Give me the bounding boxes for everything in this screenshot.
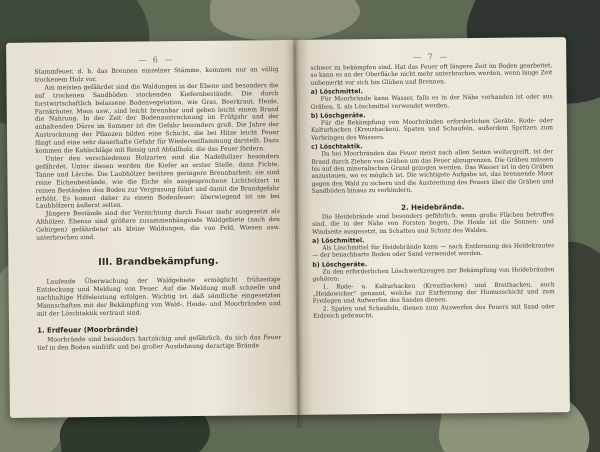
chapter-title: III. Brandbekämpfung. [98, 255, 219, 268]
section-title: 1. Erdfeuer (Moorbrände) [37, 326, 139, 336]
subsection-label: b) Löschgeräte. [312, 260, 368, 269]
paragraph: Für die Bekämpfung von Moorbränden erforderlichen Geräte, Rode- oder Kulturhacken (Kreuzhacken), Spaten und Schaufeln, außerdem Spritzen zum Verbringen des Wassers. [310, 118, 554, 142]
left-page [6, 40, 300, 418]
paragraph: Als Löschmittel für Heidebrände kann — nach Entfernung des Heidekrautes — der benachbarte Boden oder Sand verwendet werden. [312, 243, 555, 260]
paragraph: Moorbrände sind besonders hartnäckig und gefährlich, da sich das Feuer tief in den Boden einfrißt und bei großer Ausdehnung derartige Brände [37, 334, 282, 353]
subsection-label: c) Löschtaktik. [311, 143, 363, 152]
paragraph: Da bei Moorbränden das Feuer meist nach allen Seiten weitergreift, ist der Brand durch Ziehen von Gräben um das Feuer abzugrenzen. Die Gräben müssen bis auf den mineralischen Grund gezogen werden. Das Wasser ist in den Gräben anzustauen, wo es möglich ist. Die wichtigste Aufgabe ist, das brennende Moor gegen den Wald zu sichern und die Ausbreitung des Feuers über die Gräben und Sandböden hinaus zu verhindern. [311, 149, 554, 196]
paragraph: Die Heidebrände sind besonders gefährlich, wenn große Flächen betroffen sind, die in der Nähe von Forsten liegen. Die Heide ist die Sonnen- und Windseite ausgesetzt, im Schatten und Schutz des Waldes. [311, 211, 554, 236]
page-number: — 6 — [138, 55, 175, 65]
paragraph: Für Moorbrände kann Wasser, falls es in der Nähe vorhanden ist oder aus Gräben, S. als Löschmittel verwendet werden. [310, 94, 553, 111]
subsection-label: b) Löschgeräte. [310, 112, 366, 120]
right-page [296, 37, 570, 415]
list-item: 1. Rode- u. Kulturhacken (Kreuzhacken) und Breithacken, auch „Heidewicker“ genannt, welche zur Entfernung der Humusschicht und zum Freilegen und Aufwerfen des Sandes dienen. [312, 281, 555, 306]
paragraph: Laufende Überwachung der Waldgebiete ermöglicht frühzeitige Entdeckung und Meldung von Feuer. Auf die Meldung muß schnelle und nachhaltige Hilfeleistung erfolgen. Wichtig ist, daß sämtliche eingesetzten Mannschaften mit der Bekämpfung von Wald-, Heide- und Moorbränden und mit der Löschtaktik vertraut sind. [36, 276, 281, 318]
open-booklet [6, 37, 570, 418]
paragraph: Unter den verschiedenen Holzarten sind die Nadelhölzer besonders gefährdet. Unter diesen werden die Kiefer an erster Stelle, dann Fichte, Tanne und Lärche. Die Laubhölzer besitzen geringere Brennbarkeit; sie sind reine Eichenbestände, wie die Eiche als ausgesprochene Lichtholzart in reinen Beständen den Boden zur Vergrasung führt und damit die Brandgefahr erhöht. Es kommt daher zu einem Bodenfeuer; überwiegend ist sie bei Laubhölzern äußerst selten. [35, 153, 280, 211]
paragraph: Am meisten gefährdet sind die Waldungen in der Ebene und besonders die auf trockenen Sandböden stockenden Kiefernbestände. Die durch forstwirtschaftlich belassene Bodenvegetation, wie Gras, Beerkraut, Heide, Farnkräuter, Moos usw., sind leicht brennbar und geben leicht einem Brand die Nahrung. In der Zeit der Bodenaustrocknung im Frühjahr und der anhaltenden Dürre im Sommer ist die Gefahr besonders groß. Die Jahre der Austrocknung der Pflanzen bilden eine Schicht, die bei Hitze leicht Feuer fängt und eine sehr dauerhafte Gefahr für Wiederentflammung darstellt. Dazu kommen die Kahlschläge mit Reisig und Abfallholz, die das Feuer fördern. [34, 81, 280, 155]
page-number: — 7 — [413, 52, 450, 62]
paragraph: schwer zu bekämpfen sind. Hat das Feuer oft längere Zeit im Boden gearbeitet, so kann es an der Oberfläche nicht mehr unterbrochen werden, wenn lange Zeit unbemerkt vor sich hin Glühen und Brennen. [310, 63, 553, 87]
paragraph: Jüngere Bestände sind der Vernichtung durch Feuer mehr ausgesetzt als Althölzer. Ebenso sind größere zusammenhängende Waldgebiete (nach den Gebirgen) gefährdeter als kleine Waldungen, die von Feld, Wiesen usw. unterbrochen sind. [35, 208, 281, 242]
subsection-label: a) Löschmittel. [310, 88, 363, 96]
paragraph: Zu den erforderlichen Löschwerkzeugen zur Bekämpfung von Heidebränden gehören: [312, 266, 555, 283]
subsection-label: a) Löschmittel. [312, 237, 365, 245]
paragraph: Stammfeuer, d. h. das Brennen einzelner Stämme, kommen nur an völlig trockenem Holz vor. [34, 66, 279, 84]
section-title: 2. Heidebrände. [401, 202, 465, 212]
list-item: 2. Spaten und Schaufeln, dienen zum Auswerfen des Feuers mit Sand oder Erdreich gebraucht. [312, 303, 555, 320]
